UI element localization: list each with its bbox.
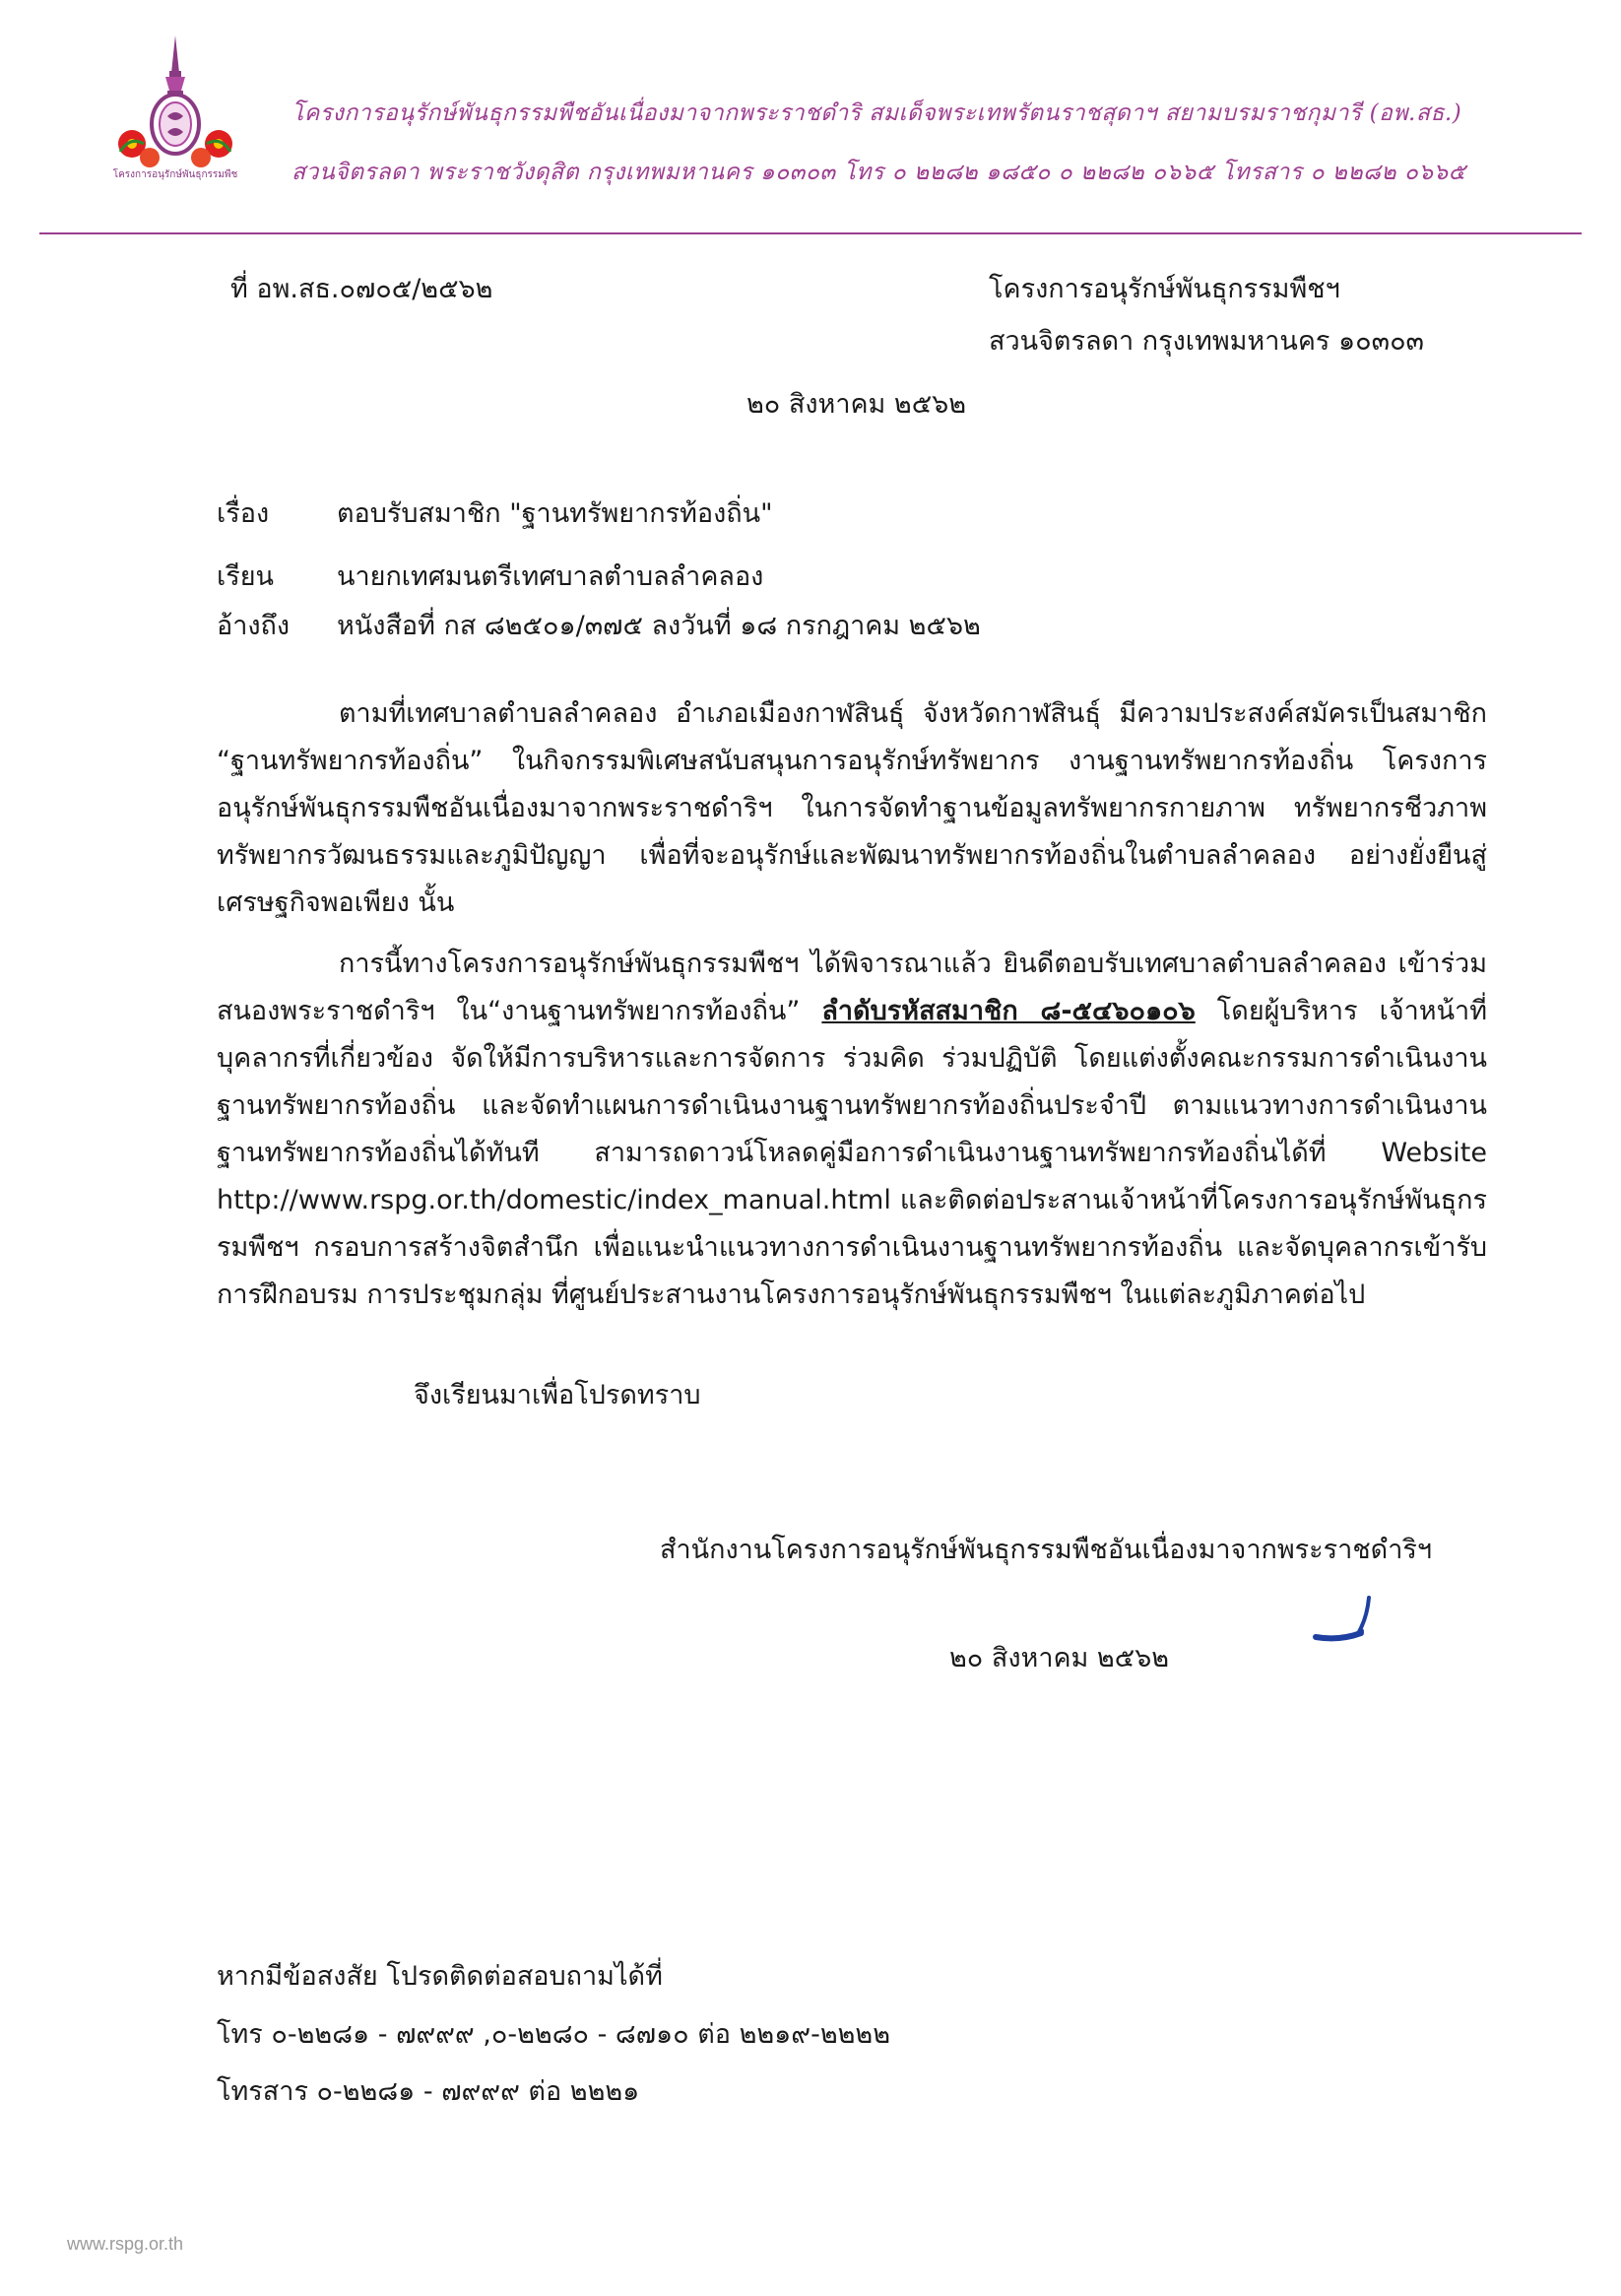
letter-date: ๒๐ สิงหาคม ๒๕๖๒ [746, 389, 967, 420]
sender-address: สวนจิตรลดา กรุงเทพมหานคร ๑๐๓๐๓ [989, 326, 1425, 357]
body-paragraph-2-part-b: โดยผู้บริหาร เจ้าหน้าที่บุคลากรที่เกี่ยวข้อง จัดให้มีการบริหารและการจัดการ ร่วมคิด ร่วมปฏิบัติ โดยแต่งตั้งคณะกรรมการดำเนินงานฐานทรัพยากรท้องถิ่น และจัดทำแผนการดำเนินงานฐานทรัพยากรท้องถิ่นประจำปี ตามแนวทางการดำเนินงานฐานทรัพยากรท้องถิ่นได้ทันที สามารถดาวน์โหลดคู่มือการดำเนินงานฐานทรัพยากรท้องถิ่นได้ที่ Website http://www.rspg.or.th/domestic/index_manual.html และติดต่อประสานเจ้าหน้าที่โครงการอนุรักษ์พันธุกรรมพืชฯ กรอบการสร้างจิตสำนึก เพื่อแนะนำแนวทางการดำเนินงานฐานทรัพยากรท้องถิ่น และจัดบุคลากรเข้ารับการฝึกอบรม การประชุมกลุ่ม ที่ศูนย์ประสานงานโครงการอนุรักษ์พันธุกรรมพืชฯ ในแต่ละภูมิภาคต่อไป [217, 996, 1488, 1310]
sender-organization: โครงการอนุรักษ์พันธุกรรมพืชฯ [989, 274, 1340, 304]
signing-organization: สำนักงานโครงการอนุรักษ์พันธุกรรมพืชอันเนื่องมาจากพระราชดำริฯ [660, 1535, 1433, 1565]
letterhead-title: โครงการอนุรักษ์พันธุกรรมพืชอันเนื่องมาจากพระราชดำริ สมเด็จพระเทพรัตนราชสุดาฯ สยามบรมราชกุมารี (อพ.สธ.) [292, 100, 1462, 126]
subject-label: เรื่อง [217, 498, 270, 529]
reference-text: หนังสือที่ กส ๘๒๕๐๑/๓๗๕ ลงวันที่ ๑๘ กรกฎาคม ๒๕๖๒ [337, 611, 981, 641]
logo-caption: โครงการอนุรักษ์พันธุกรรมพืช [112, 169, 238, 180]
contact-question: หากมีข้อสงสัย โปรดติดต่อสอบถามได้ที่ [217, 1961, 663, 1992]
contact-phone: โทร ๐-๒๒๘๑ - ๗๙๙๙ ,๐-๒๒๘๐ - ๘๗๑๐ ต่อ ๒๒๑๙-๒๒๒๒ [217, 2019, 891, 2050]
footer-website: www.rspg.or.th [67, 2234, 184, 2254]
member-code: ลำดับรหัสสมาชิก ๘-๕๔๖๐๑๐๖ [821, 996, 1196, 1026]
contact-fax: โทรสาร ๐-๒๒๘๑ - ๗๙๙๙ ต่อ ๒๒๒๑ [217, 2076, 640, 2107]
signature-mark [1310, 1584, 1389, 1653]
body-paragraph-2-part-a: การนี้ทางโครงการอนุรักษ์พันธุกรรมพืชฯ ได้พิจารณาแล้ว ยินดีตอบรับเทศบาลตำบลลำคลอง เข้าร่วมสนองพระราชดำริฯ ใน“งานฐานทรัพยากรท้องถิ่น” [217, 949, 1487, 1026]
reference-number: ที่ อพ.สธ.๐๗๐๕/๒๕๖๒ [230, 274, 493, 304]
recipient-label: เรียน [217, 561, 275, 592]
rspg-logo [106, 33, 244, 181]
subject-text: ตอบรับสมาชิก "ฐานทรัพยากรท้องถิ่น" [337, 498, 773, 529]
reference-label: อ้างถึง [217, 611, 291, 641]
recipient-text: นายกเทศมนตรีเทศบาลตำบลลำคลอง [337, 561, 764, 592]
closing-line: จึงเรียนมาเพื่อโปรดทราบ [414, 1380, 701, 1410]
letterhead-divider [39, 232, 1582, 234]
letterhead-address: สวนจิตรลดา พระราชวังดุสิต กรุงเทพมหานคร ๑๐๓๐๓ โทร ๐ ๒๒๘๒ ๑๘๕๐ ๐ ๒๒๘๒ ๐๖๖๕ โทรสาร ๐ ๒๒๘๒ ๐๖๖๕ [292, 160, 1466, 185]
body-paragraph-1: ตามที่เทศบาลตำบลลำคลอง อำเภอเมืองกาฬสินธุ์ จังหวัดกาฬสินธุ์ มีความประสงค์สมัครเป็นสมาชิก “ฐานทรัพยากรท้องถิ่น” ในกิจกรรมพิเศษสนับสนุนการอนุรักษ์ทรัพยากร งานฐานทรัพยากรท้องถิ่น โครงการอนุรักษ์พันธุกรรมพืชอันเนื่องมาจากพระราชดำริฯ ในการจัดทำฐานข้อมูลทรัพยากรกายภาพ ทรัพยากรชีวภาพ ทรัพยากรวัฒนธรรมและภูมิปัญญา เพื่อที่จะอนุรักษ์และพัฒนาทรัพยากรท้องถิ่นในตำบลลำคลอง อย่างยั่งยืนสู่เศรษฐกิจพอเพียง นั้น [217, 698, 1487, 918]
signature-date: ๒๐ สิงหาคม ๒๕๖๒ [949, 1643, 1170, 1673]
body-paragraph-2 [217, 941, 1487, 1319]
